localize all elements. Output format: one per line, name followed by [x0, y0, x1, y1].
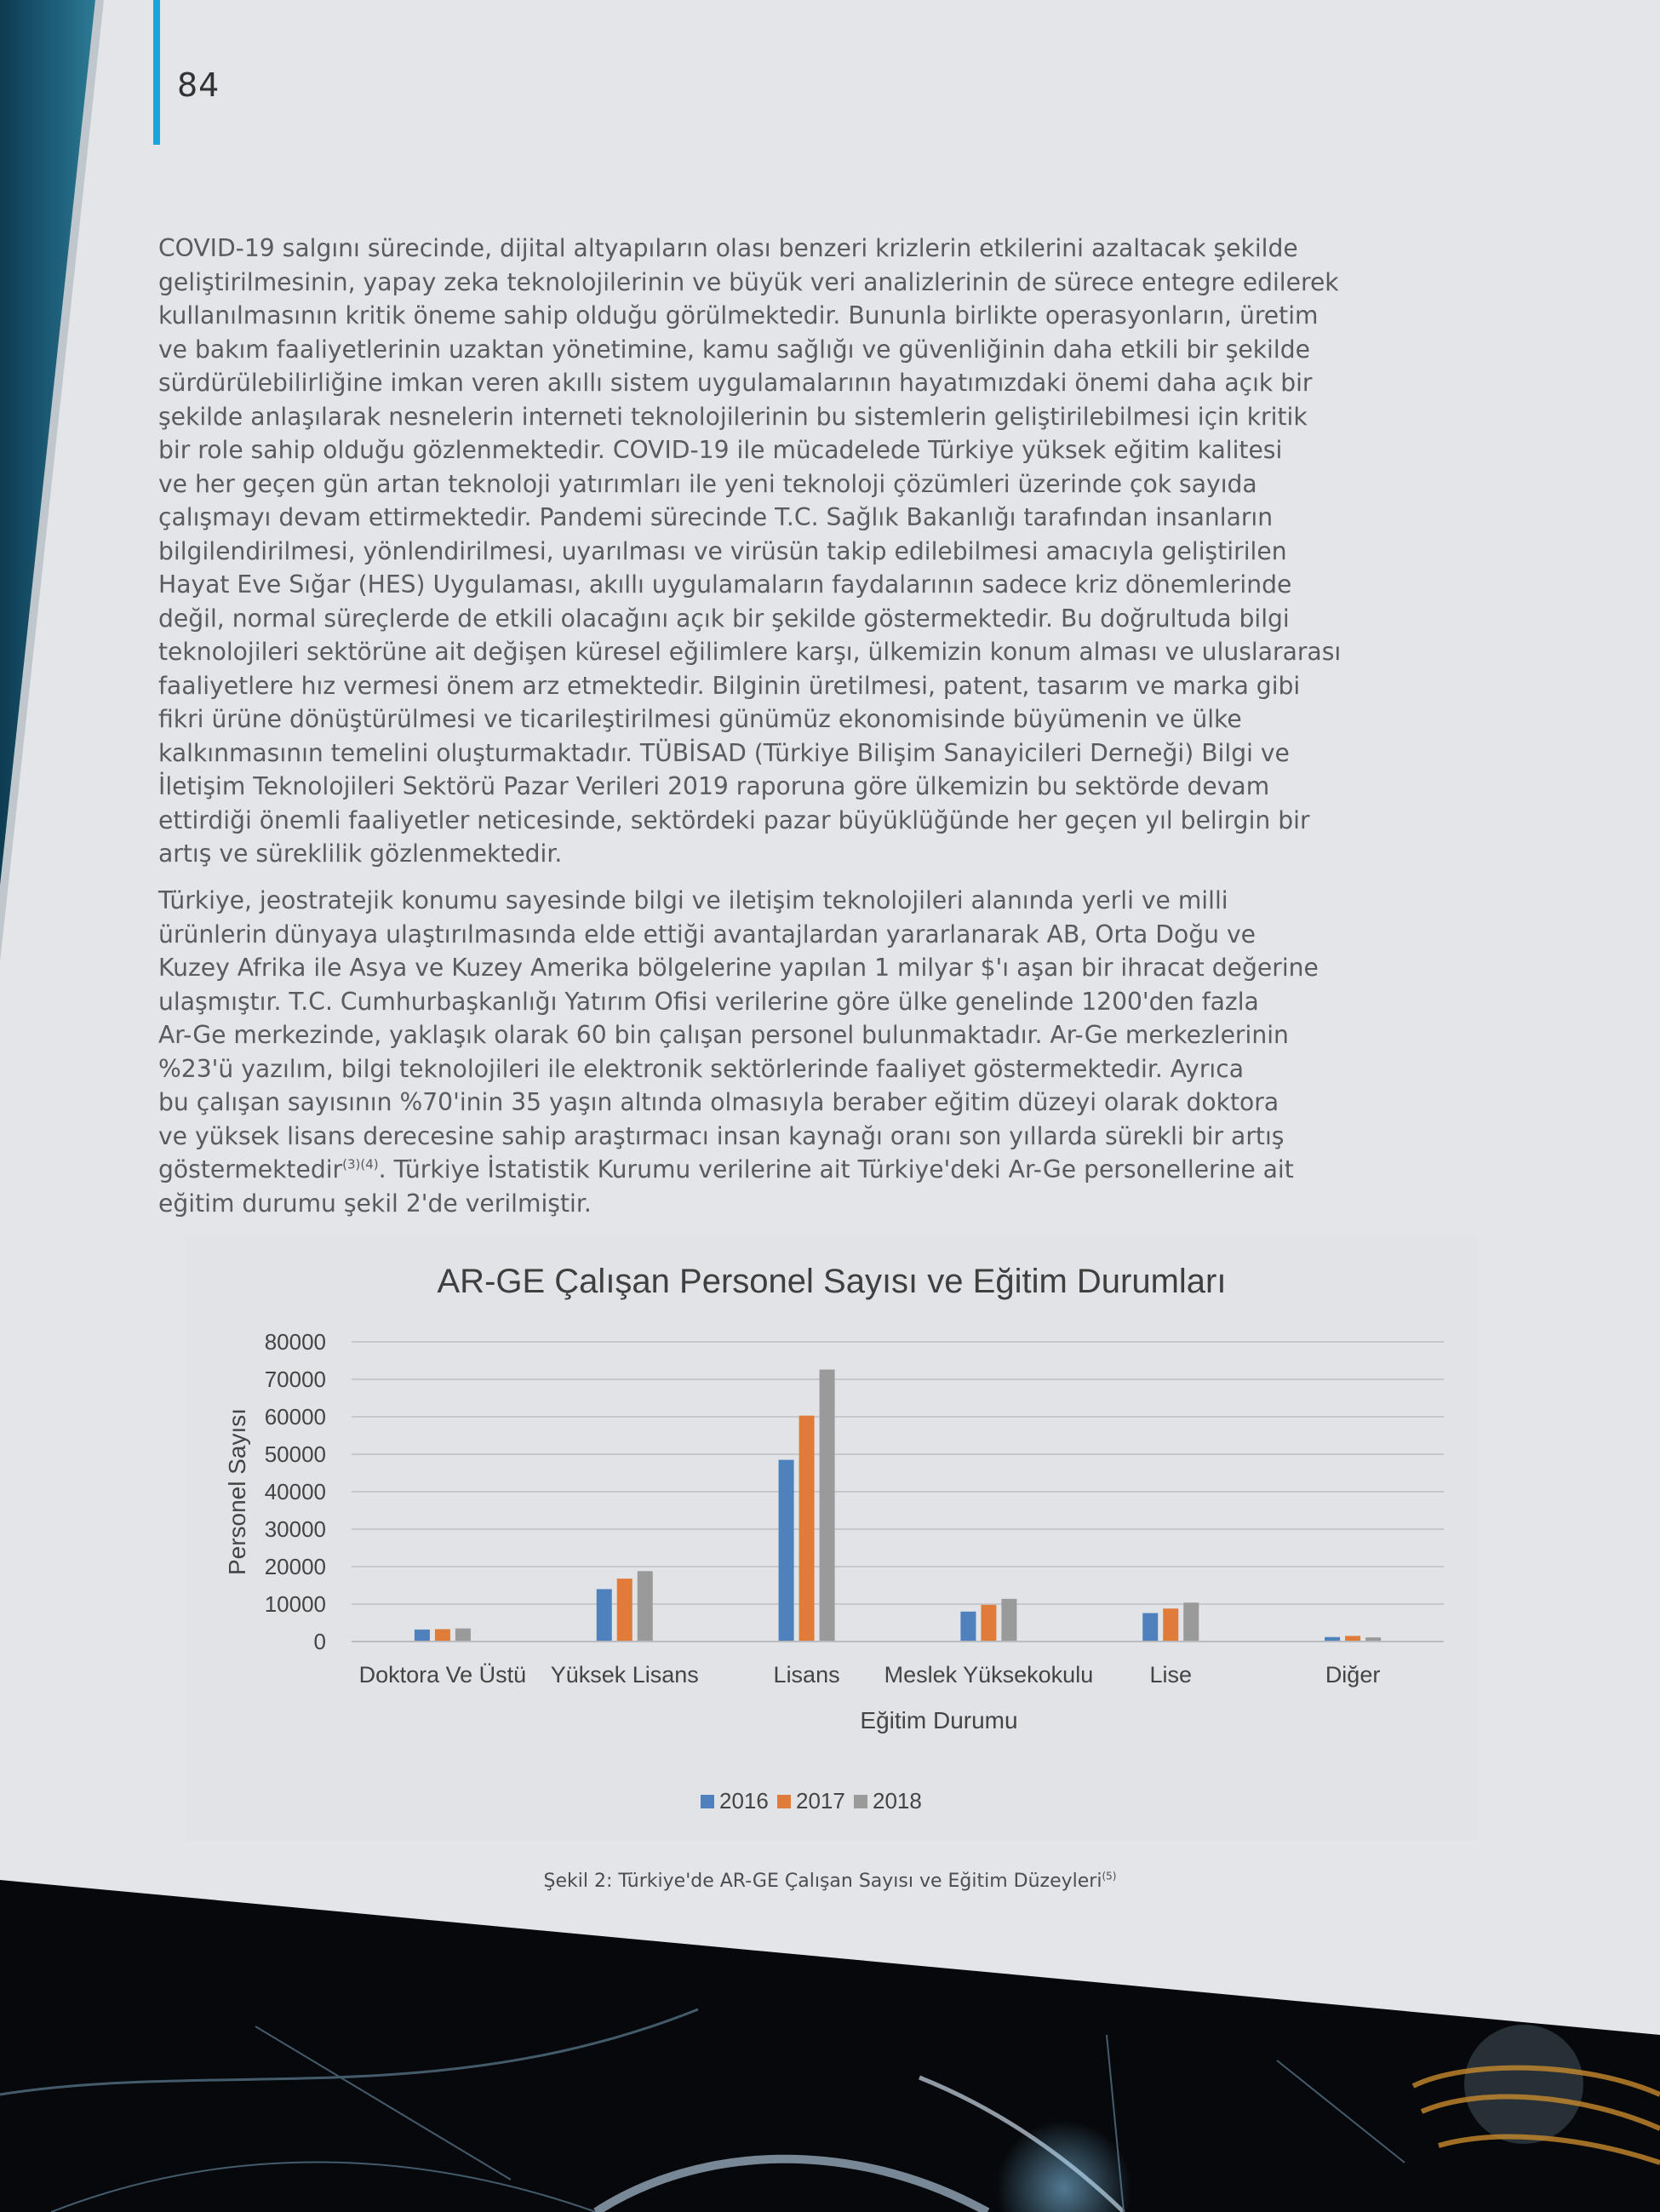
- text-fragment: göstermektedir: [158, 1155, 343, 1183]
- page-accent-bar: [153, 0, 160, 145]
- text-line: teknolojileri sektörüne ait değişen küresel eğilimlere karşı, ülkemizin konum alması ve uluslararası: [158, 638, 1342, 666]
- x-tick-label: Doktora Ve Üstü: [358, 1662, 527, 1688]
- bar-2017: [435, 1629, 450, 1642]
- text-line: ve her geçen gün artan teknoloji yatırımları ile yeni teknoloji çözümleri üzerinde çok sayıda: [158, 469, 1257, 498]
- text-line: Kuzey Afrika ile Asya ve Kuzey Amerika bölgelerine yapılan 1 milyar $'ı aşan bir ihracat değerine: [158, 954, 1319, 982]
- text-line: bu çalışan sayısının %70'inin 35 yaşın altında olmasıyla beraber eğitim düzeyi olarak doktora: [158, 1088, 1279, 1116]
- text-line: Ar-Ge merkezinde, yaklaşık olarak 60 bin çalışan personel bulunmaktadır. Ar-Ge merkezlerinin: [158, 1021, 1289, 1049]
- text-line: Türkiye, jeostratejik konumu sayesinde bilgi ve iletişim teknolojileri alanında yerli ve milli: [158, 886, 1228, 914]
- bar-2016: [779, 1460, 794, 1642]
- bar-2018: [820, 1370, 835, 1642]
- text-line: bilgilendirilmesi, yönlendirilmesi, uyarılması ve virüsün takip edilebilmesi amacıyla geliştirilen: [158, 536, 1287, 565]
- x-tick-label: Yüksek Lisans: [550, 1662, 699, 1688]
- page-number: 84: [177, 66, 220, 104]
- text-line: ettirdiği önemli faaliyetler neticesinde, sektördeki pazar büyüklüğünde her geçen yıl belirgin bir: [158, 805, 1310, 834]
- legend-label-2017: 2017: [796, 1788, 845, 1814]
- bar-2017: [799, 1416, 815, 1642]
- x-tick-label: Meslek Yüksekokulu: [884, 1662, 1094, 1688]
- caption-text: Şekil 2: Türkiye'de AR-GE Çalışan Sayısı ve Eğitim Düzeyleri: [543, 1871, 1102, 1892]
- figure-caption: [0, 1871, 1660, 1892]
- x-tick-label: Lise: [1149, 1662, 1193, 1688]
- text-line: artış ve süreklilik gözlenmektedir.: [158, 840, 563, 868]
- text-line: faaliyetlere hız vermesi önem arz etmektedir. Bilginin üretilmesi, patent, tasarım ve marka gibi: [158, 671, 1301, 700]
- text-line: geliştirilmesinin, yapay zeka teknolojilerinin ve büyük veri analizlerinin de sürece entegre edilerek: [158, 267, 1339, 296]
- text-line: eğitim durumu şekil 2'de verilmiştir.: [158, 1189, 592, 1218]
- bar-2018: [1183, 1602, 1199, 1642]
- bar-2016: [1142, 1613, 1158, 1642]
- bar-2017: [981, 1605, 996, 1642]
- bar-2016: [597, 1589, 612, 1642]
- text-line: Hayat Eve Sığar (HES) Uygulaması, akıllı uygulamaların faydalarının sadece kriz dönemlerinde: [158, 570, 1292, 599]
- legend-label-2016: 2016: [719, 1788, 769, 1814]
- y-tick-label: 40000: [264, 1479, 326, 1504]
- bar-2018: [638, 1571, 653, 1642]
- caption-citation: (5): [1102, 1870, 1117, 1882]
- x-tick-label: Lisans: [773, 1662, 840, 1688]
- y-tick-label: 30000: [264, 1516, 326, 1542]
- legend-swatch-2016: [701, 1795, 714, 1808]
- text-line: ulaşmıştır. T.C. Cumhurbaşkanlığı Yatırım Ofisi verilerine göre ülke genelinde 1200'den fazla: [158, 987, 1259, 1016]
- text-line: fikri ürüne dönüştürülmesi ve ticarileştirilmesi günümüz ekonomisinde büyümenin ve ülke: [158, 705, 1242, 733]
- text-line: COVID-19 salgını sürecinde, dijital altyapıların olası benzeri krizlerin etkilerini azaltacak şekilde: [158, 234, 1298, 262]
- y-tick-label: 60000: [264, 1404, 326, 1430]
- x-tick-label: Diğer: [1325, 1662, 1381, 1688]
- text-line-with-citation: [158, 1153, 1520, 1187]
- bar-2016: [415, 1630, 430, 1642]
- paragraph-1: [158, 232, 1520, 871]
- x-axis-label: Eğitim Durumu: [860, 1707, 1018, 1733]
- text-line: şekilde anlaşılarak nesnelerin interneti teknolojilerinin bu sistemlerin geliştirilebilmesi için kritik: [158, 402, 1308, 431]
- text-line: %23'ü yazılım, bilgi teknolojileri ile elektronik sektörlerinde faaliyet göstermektedir. Ayrıca: [158, 1054, 1245, 1083]
- text-line: ürünlerin dünyaya ulaştırılmasında elde ettiği avantajlardan yararlanarak AB, Orta Doğu ve: [158, 920, 1256, 948]
- y-tick-label: 0: [313, 1629, 326, 1654]
- legend-swatch-2017: [777, 1795, 791, 1808]
- bar-2017: [617, 1579, 633, 1642]
- y-tick-label: 80000: [264, 1329, 326, 1355]
- text-line: değil, normal süreçlerde de etkili olacağını açık bir şekilde göstermektedir. Bu doğrultuda bilgi: [158, 604, 1290, 633]
- text-line: sürdürülebilirliğine imkan veren akıllı sistem uygulamalarının hayatımızdaki önemi daha açık bir: [158, 369, 1313, 397]
- text-line: ve bakım faaliyetlerinin uzaktan yönetimine, kamu sağlığı ve güvenliğinin daha etkili bir şekilde: [158, 335, 1310, 364]
- chart-title: AR-GE Çalışan Personel Sayısı ve Eğitim Durumları: [437, 1263, 1227, 1300]
- paragraph-2: [158, 884, 1520, 1220]
- text-line: çalışmayı devam ettirmektedir. Pandemi sürecinde T.C. Sağlık Bakanlığı tarafından insanların: [158, 503, 1274, 531]
- bar-2018: [1001, 1599, 1016, 1642]
- y-tick-label: 50000: [264, 1441, 326, 1467]
- bar-2016: [960, 1612, 976, 1642]
- bar-2017: [1163, 1608, 1178, 1642]
- y-tick-label: 10000: [264, 1591, 326, 1617]
- bar-2018: [455, 1629, 471, 1642]
- text-line: bir role sahip olduğu gözlenmektedir. COVID-19 ile mücadelede Türkiye yüksek eğitim kalitesi: [158, 436, 1283, 464]
- y-tick-label: 20000: [264, 1554, 326, 1579]
- legend-label-2018: 2018: [873, 1788, 922, 1814]
- bar-chart: [186, 1236, 1478, 1841]
- text-line: kalkınmasının temelini oluşturmaktadır. TÜBİSAD (Türkiye Bilişim Sanayicileri Derneği) Bilgi ve: [158, 738, 1290, 767]
- legend-swatch-2018: [854, 1795, 867, 1808]
- text-line: kullanılmasının kritik öneme sahip olduğu görülmektedir. Bununla birlikte operasyonların, üretim: [158, 301, 1319, 330]
- text-fragment: . Türkiye İstatistik Kurumu verilerine ait Türkiye'deki Ar-Ge personellerine ait: [378, 1155, 1294, 1183]
- citation-superscript: (3)(4): [342, 1156, 379, 1172]
- text-line: İletişim Teknolojileri Sektörü Pazar Verileri 2019 raporuna göre ülkemizin bu sektörde devam: [158, 772, 1270, 800]
- text-line: ve yüksek lisans derecesine sahip araştırmacı insan kaynağı oranı son yıllarda sürekli bir artış: [158, 1121, 1285, 1150]
- y-axis-label: Personel Sayısı: [224, 1407, 250, 1576]
- y-tick-label: 70000: [264, 1367, 326, 1392]
